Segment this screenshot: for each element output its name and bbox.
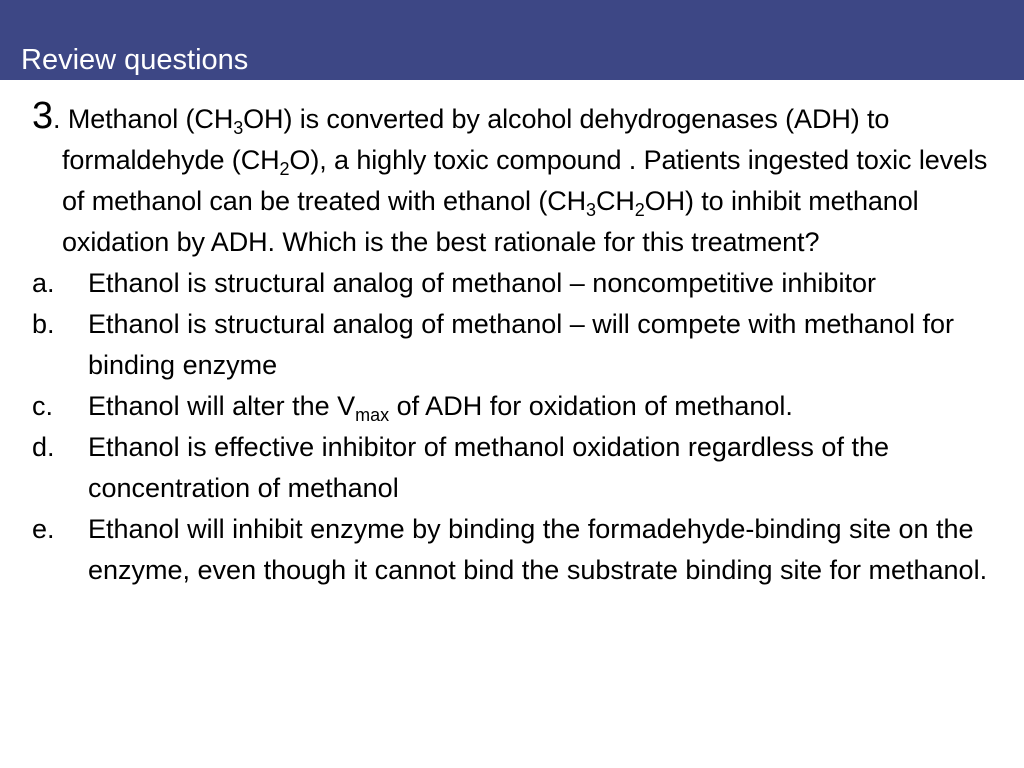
option-letter: e. [32,514,55,544]
answer-option-b [32,304,1002,386]
question-text-part: O), a highly toxic compound . Patients ingested toxic levels of methanol can be treated with ethanol (CH [62,145,988,216]
question-text-part: . Methanol (CH [53,104,234,134]
option-letter: c. [32,391,54,421]
answer-option-e [32,509,1002,591]
option-letter: a. [32,268,55,298]
option-letter: b. [32,309,55,339]
slide-title: Review questions [21,44,249,76]
subscript: 2 [634,200,645,220]
option-text [88,391,793,425]
option-text: Ethanol is structural analog of methanol – will compete with methanol for binding enzyme [88,309,954,380]
answer-options [32,263,1002,591]
option-text-part: Ethanol will alter the V [88,391,356,421]
question-text-part: CH [595,186,635,216]
question-text-part: OH) is converted by alcohol dehydrogenases (ADH) to formaldehyde (CH [62,104,890,175]
slide-body [32,96,1002,591]
subscript: max [355,405,390,425]
answer-option-d [32,427,1002,509]
option-text: Ethanol will inhibit enzyme by binding the formadehyde-binding site on the enzyme, even though it cannot bind the substrate binding site for methanol. [88,514,988,585]
answer-option-c [32,386,1002,427]
answer-option-a [32,263,1002,304]
subscript: 2 [279,159,290,179]
option-text-part: of ADH for oxidation of methanol. [389,391,793,421]
slide-header [0,0,1024,80]
option-text: Ethanol is effective inhibitor of methanol oxidation regardless of the concentration of methanol [88,432,889,503]
subscript: 3 [586,200,596,220]
question-text-part: OH) to inhibit methanol oxidation by ADH. Which is the best rationale for this treatment? [62,186,919,257]
question-stem [32,96,1002,263]
option-text: Ethanol is structural analog of methanol – noncompetitive inhibitor [88,268,876,298]
option-letter: d. [32,432,55,462]
question-number: 3 [32,95,54,137]
subscript: 3 [233,118,244,138]
